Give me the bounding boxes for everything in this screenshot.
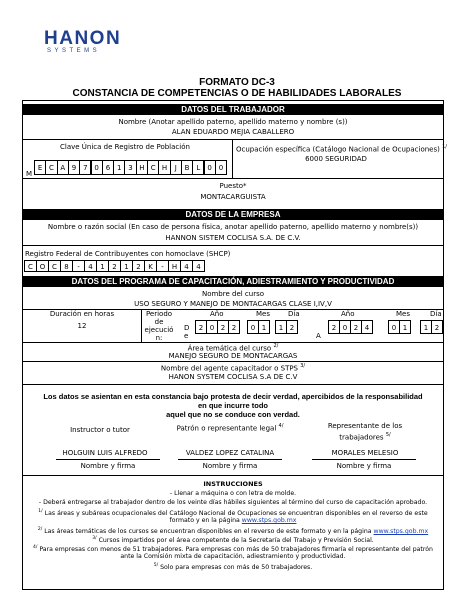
period-label-2: de — [154, 318, 164, 326]
logo-sub: SYSTEMS — [47, 48, 101, 54]
end-year-char-box: 2 — [350, 320, 362, 334]
rfc-char-box: 4 — [192, 260, 205, 272]
curp-char-box: H — [136, 160, 148, 175]
rfc-char-box: C — [24, 260, 37, 272]
end-day-char-box: 2 — [431, 320, 443, 334]
instruction-1: - Llenar a máquina o con letra de molde. — [169, 490, 297, 497]
instruction-4: formato y en la página www.stps.gob.mx — [169, 517, 297, 524]
curp-char-box: 0 — [215, 160, 227, 175]
rfc-char-box: - — [156, 260, 169, 272]
stps-link-2[interactable]: www.stps.gob.mx — [373, 528, 429, 536]
instructions-title: INSTRUCCIONES — [203, 480, 263, 488]
instruction-2: - Deberá entregarse al trabajador dentro de los veinte días hábiles siguientes al término del curso de capacitación aprobado. — [38, 499, 428, 506]
start-month-label: Mes — [256, 310, 270, 318]
instructor-label: Instructor o tutor — [70, 426, 130, 434]
section-worker: DATOS DEL TRABAJADOR — [23, 104, 443, 115]
curp-char-box: A — [57, 160, 69, 175]
workers-rep-sign-label: Nombre y firma — [336, 462, 392, 470]
area-value: MANEJO SEGURO DE MONTACARGAS — [168, 352, 298, 360]
rfc-char-box: 2 — [108, 260, 121, 272]
curp-char-box: C — [45, 160, 57, 175]
instruction-5: $^{2/}$ Las áreas temáticas de los cursos se encuentran disponibles en el reverso de este formato y en la página www.stps.gob.mx — [37, 527, 429, 536]
curp-label: Clave Única de Registro de Población — [60, 143, 190, 151]
period-label-3: ejecució — [144, 326, 174, 334]
rfc-char-box: 2 — [132, 260, 145, 272]
curp-char-box: 1 — [113, 160, 125, 175]
start-year-char-box: 0 — [206, 320, 218, 334]
curp-char-box: 3 — [124, 160, 136, 175]
agent-label: Nombre del agente capacitador o STPS $^{3/}$ — [160, 363, 306, 373]
curp-char-box: 7 — [79, 160, 91, 175]
format-code: FORMATO DC-3 — [199, 77, 275, 88]
curp-char-box: E — [34, 160, 46, 175]
instruction-3: $^{1/}$ Las áreas y subáreas ocupacionales del Catálogo Nacional de Ocupaciones se encuentran disponibles en el reverso de este — [38, 509, 428, 518]
rfc-char-box: H — [168, 260, 181, 272]
occupation-label: Ocupación específica (Catálogo Nacional de Ocupaciones) $^{1/}$ — [236, 144, 447, 154]
curp-char-box: 6 — [102, 160, 114, 175]
workers-rep-name: MORALES MELESIO — [331, 449, 399, 457]
instruction-7: $^{4/}$ Para empresas con menos de 51 trabajadores. Para empresas con más de 50 trabajadores firmaría el representante del patrón — [33, 545, 433, 554]
instructor-name: HOLGUIN LUIS ALFREDO — [62, 449, 148, 457]
end-year-label: Año — [341, 310, 355, 318]
company-name-value: HANNON SISTEM COCLISA S.A. DE C.V. — [165, 234, 301, 242]
document-title: CONSTANCIA DE COMPETENCIAS O DE HABILIDADES LABORALES — [72, 88, 402, 99]
declaration-line-2: en que incurre todo — [197, 401, 268, 410]
worker-name-value: ALAN EDUARDO MEJIA CABALLERO — [171, 128, 295, 136]
rfc-char-box: 4 — [180, 260, 193, 272]
occupation-value: 6000 SEGURIDAD — [305, 155, 367, 163]
rfc-char-box: 4 — [84, 260, 97, 272]
start-year-label: Año — [210, 310, 224, 318]
patron-name: VALDEZ LOPEZ CATALINA — [185, 449, 275, 457]
rfc-char-box: O — [36, 260, 49, 272]
instruction-8: ante la Comisión mixta de capacitación, adiestramiento y productividad. — [120, 553, 346, 560]
workers-rep-label-2: trabajadores $^{5/}$ — [339, 432, 391, 442]
hanon-logo — [44, 28, 122, 56]
start-day-char-box: 1 — [275, 320, 287, 334]
stps-link-1[interactable]: www.stps.gob.mx — [241, 517, 297, 524]
section-program: DATOS DEL PROGRAMA DE CAPACITACIÓN, ADIESTRAMIENTO Y PRODUCTIVIDAD — [23, 276, 443, 287]
start-year-char-box: 2 — [217, 320, 229, 334]
instructor-sign-label: Nombre y firma — [80, 462, 136, 470]
position-value: MONTACARGUISTA — [200, 193, 266, 201]
end-month-char-box: 0 — [388, 320, 400, 334]
from-label-2: e — [184, 332, 189, 340]
rfc-char-box: C — [48, 260, 61, 272]
curp-char-box: J — [170, 160, 182, 175]
course-value: USO SEGURO Y MANEJO DE MONTACARGAS CLASE I,IV,V — [134, 300, 332, 308]
end-day-label: Día — [430, 310, 442, 318]
curp-char-box: 9 — [68, 160, 80, 175]
patron-sign-label: Nombre y firma — [202, 462, 258, 470]
duration-label: Duración en horas — [49, 310, 115, 318]
rfc-label: Registro Federal de Contribuyentes con homoclave (SHCP) — [25, 250, 231, 258]
rfc-char-box: K — [144, 260, 157, 272]
company-name-label: Nombre o razón social (En caso de persona física, anotar apellido paterno, apellido materno y nombre(s)) — [47, 223, 419, 231]
start-month-char-box: 1 — [258, 320, 270, 334]
area-label: Área temática del curso $^{2/}$ — [187, 343, 279, 353]
curp-char-box: L — [192, 160, 204, 175]
instruction-9: $^{5/}$ Solo para empresas con más de 50 trabajadores. — [153, 563, 313, 572]
instruction-6: $^{3/}$ Cursos impartidos por el área competente de la Secretaría del Trabajo y Previsión Social. — [92, 536, 374, 545]
rfc-char-box: 8 — [60, 260, 73, 272]
period-label-1: Periodo — [145, 310, 173, 318]
curp-char-box: B — [181, 160, 193, 175]
declaration-line-3: aquel que no se conduce con verdad. — [166, 410, 300, 419]
section-company: DATOS DE LA EMPRESA — [23, 209, 443, 220]
rfc-char-box: 1 — [96, 260, 109, 272]
course-label: Nombre del curso — [201, 290, 265, 298]
duration-value: 12 — [77, 322, 87, 330]
start-day-char-box: 2 — [286, 320, 298, 334]
curp-char-box: 0 — [91, 160, 103, 175]
curp-char-box: 0 — [204, 160, 216, 175]
start-month-char-box: 0 — [247, 320, 259, 334]
rfc-char-box: 1 — [120, 260, 133, 272]
curp-char-box: C — [147, 160, 159, 175]
period-label-4: n: — [155, 334, 163, 342]
start-day-label: Día — [288, 310, 300, 318]
end-month-label: Mes — [396, 310, 410, 318]
end-year-char-box: 4 — [361, 320, 373, 334]
agent-value: HANON SYSTEM COCLISA S.A DE C.V — [168, 373, 298, 381]
declaration-line-1: Los datos se asientan en esta constancia bajo protesta de decir verdad, apercibidos de la responsabilidad — [43, 392, 423, 401]
end-year-char-box: 2 — [328, 320, 340, 334]
end-year-char-box: 0 — [339, 320, 351, 334]
logo-brand: HANON — [44, 28, 122, 49]
curp-char-box: M — [25, 170, 33, 178]
workers-rep-label-1: Representante de los — [327, 422, 403, 430]
position-label: Puesto* — [219, 182, 247, 190]
end-month-char-box: 1 — [399, 320, 411, 334]
rfc-char-box: - — [72, 260, 85, 272]
worker-name-label: Nombre (Anotar apellido paterno, apellido materno y nombre (s)) — [118, 118, 348, 126]
from-label: D — [184, 324, 190, 332]
start-year-char-box: 2 — [195, 320, 207, 334]
to-label: A — [316, 332, 321, 340]
patron-label: Patrón o representante legal $^{4/}$ — [176, 423, 284, 433]
start-year-char-box: 2 — [228, 320, 240, 334]
end-day-char-box: 1 — [420, 320, 432, 334]
curp-char-box: H — [158, 160, 170, 175]
